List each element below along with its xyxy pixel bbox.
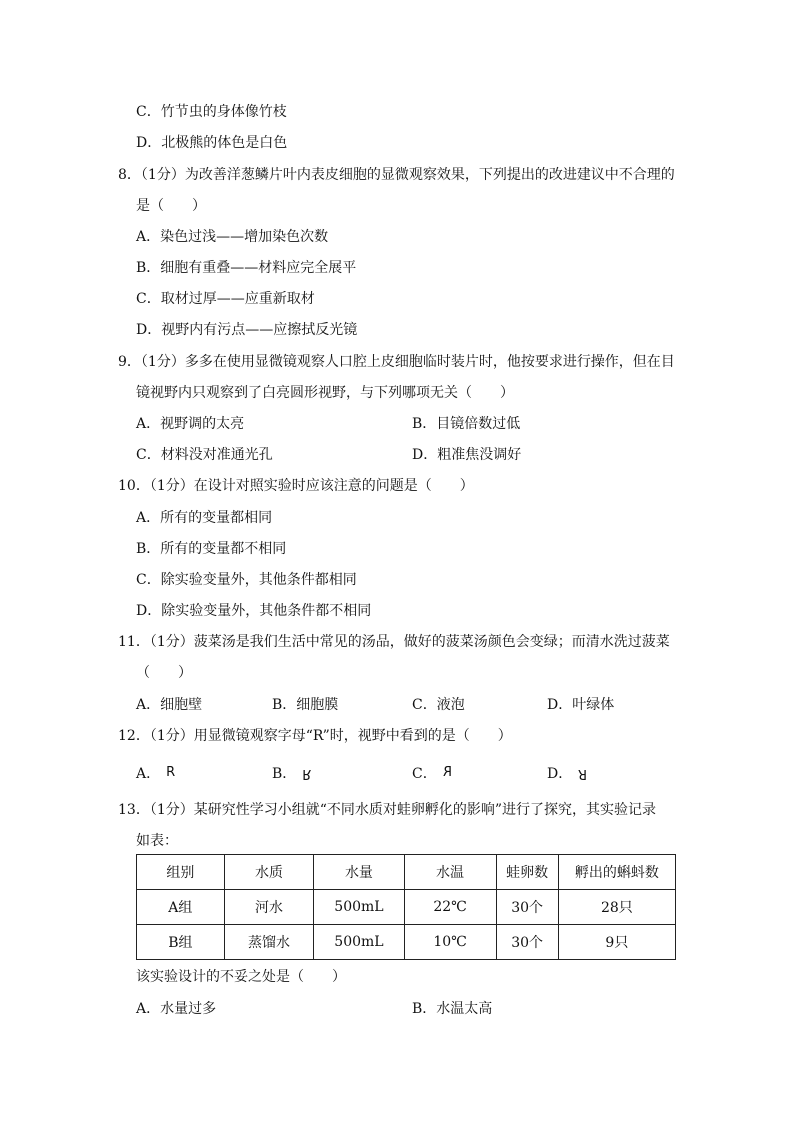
table-row bbox=[137, 925, 676, 960]
table-cell: A组 bbox=[137, 890, 225, 925]
table-cell: 9只 bbox=[558, 925, 675, 960]
q11-stem-line1: 11．（1分）菠菜汤是我们生活中常见的汤品，做好的菠菜汤颜色会变绿；而清水洗过菠菜 bbox=[118, 634, 670, 650]
table-cell: 30个 bbox=[496, 890, 558, 925]
table-header-cell: 蛙卵数 bbox=[496, 855, 558, 890]
table-cell: 22℃ bbox=[404, 890, 496, 925]
q13-option-b: B．水温太高 bbox=[412, 1001, 493, 1017]
letter-r-mirrored: R bbox=[442, 765, 452, 780]
q12-option-d bbox=[547, 763, 587, 784]
q12-option-c bbox=[412, 763, 452, 784]
letter-r-rotated-180: R bbox=[578, 766, 588, 781]
q8-option-b: B．细胞有重叠——材料应完全展平 bbox=[136, 260, 357, 276]
q7-option-d: D．北极熊的体色是白色 bbox=[136, 135, 288, 151]
table-cell: 河水 bbox=[224, 890, 314, 925]
q8-option-d: D．视野内有污点——应擦拭反光镜 bbox=[136, 322, 358, 338]
table-cell: B组 bbox=[137, 925, 225, 960]
table-header-cell: 孵出的蝌蚪数 bbox=[558, 855, 675, 890]
q11-option-c: C．液泡 bbox=[412, 697, 465, 713]
q11-stem-line2: （ ） bbox=[136, 665, 192, 681]
letter-r-flipped-vertical: R bbox=[302, 766, 312, 781]
q8-option-a: A．染色过浅——增加染色次数 bbox=[136, 229, 329, 245]
q12-stem: 12．（1分）用显微镜观察字母“R”时，视野中看到的是（ ） bbox=[118, 728, 512, 744]
q13-option-a: A．水量过多 bbox=[136, 1001, 217, 1017]
letter-r-normal: R bbox=[166, 765, 176, 780]
q12-option-a bbox=[136, 763, 175, 784]
table-cell: 30个 bbox=[496, 925, 558, 960]
q8-option-c: C．取材过厚——应重新取材 bbox=[136, 291, 315, 307]
experiment-table bbox=[136, 854, 676, 960]
table-row bbox=[137, 890, 676, 925]
q9-option-c: C．材料没对准通光孔 bbox=[136, 447, 273, 463]
q10-stem: 10．（1分）在设计对照实验时应该注意的问题是（ ） bbox=[118, 478, 474, 494]
table-cell: 28只 bbox=[558, 890, 675, 925]
q9-option-d: D．粗准焦没调好 bbox=[412, 447, 522, 463]
q10-option-d: D．除实验变量外，其他条件都不相同 bbox=[136, 603, 372, 619]
q12-option-b bbox=[272, 763, 311, 784]
q9-stem-line1: 9．（1分）多多在使用显微镜观察人口腔上皮细胞临时装片时，他按要求进行操作，但在目 bbox=[118, 354, 675, 370]
q13-followup: 该实验设计的不妥之处是（ ） bbox=[136, 969, 346, 985]
q11-option-d: D．叶绿体 bbox=[547, 697, 615, 713]
table-header-cell: 水量 bbox=[314, 855, 404, 890]
q11-option-a: A．细胞壁 bbox=[136, 697, 203, 713]
table-cell: 蒸馏水 bbox=[224, 925, 314, 960]
q10-option-b: B．所有的变量都不相同 bbox=[136, 541, 287, 557]
table-header-cell: 水质 bbox=[224, 855, 314, 890]
table-cell: 500mL bbox=[314, 890, 404, 925]
table-cell: 500mL bbox=[314, 925, 404, 960]
q12-option-b-label: B． bbox=[272, 766, 297, 782]
q12-option-c-label: C． bbox=[412, 766, 437, 782]
table-header-cell: 水温 bbox=[404, 855, 496, 890]
q13-stem-line1: 13．（1分）某研究性学习小组就“不同水质对蛙卵孵化的影响”进行了探究，其实验记录 bbox=[118, 802, 657, 818]
q10-option-c: C．除实验变量外，其他条件都相同 bbox=[136, 572, 357, 588]
q12-option-a-label: A． bbox=[136, 766, 161, 782]
q9-option-a: A．视野调的太亮 bbox=[136, 416, 245, 432]
q10-option-a: A．所有的变量都相同 bbox=[136, 510, 273, 526]
q8-stem-line1: 8．（1分）为改善洋葱鳞片叶内表皮细胞的显微观察效果，下列提出的改进建议中不合理的 bbox=[118, 167, 675, 183]
q12-option-d-label: D． bbox=[547, 766, 573, 782]
q11-option-b: B．细胞膜 bbox=[272, 697, 339, 713]
q7-option-c: C．竹节虫的身体像竹枝 bbox=[136, 104, 287, 120]
table-header-cell: 组别 bbox=[137, 855, 225, 890]
q13-stem-line2: 如表： bbox=[136, 833, 178, 849]
q8-stem-line2: 是（ ） bbox=[136, 198, 206, 214]
table-header-row bbox=[137, 855, 676, 890]
q9-stem-line2: 镜视野内只观察到了白亮圆形视野，与下列哪项无关（ ） bbox=[136, 385, 514, 401]
q9-option-b: B．目镜倍数过低 bbox=[412, 416, 521, 432]
table-cell: 10℃ bbox=[404, 925, 496, 960]
